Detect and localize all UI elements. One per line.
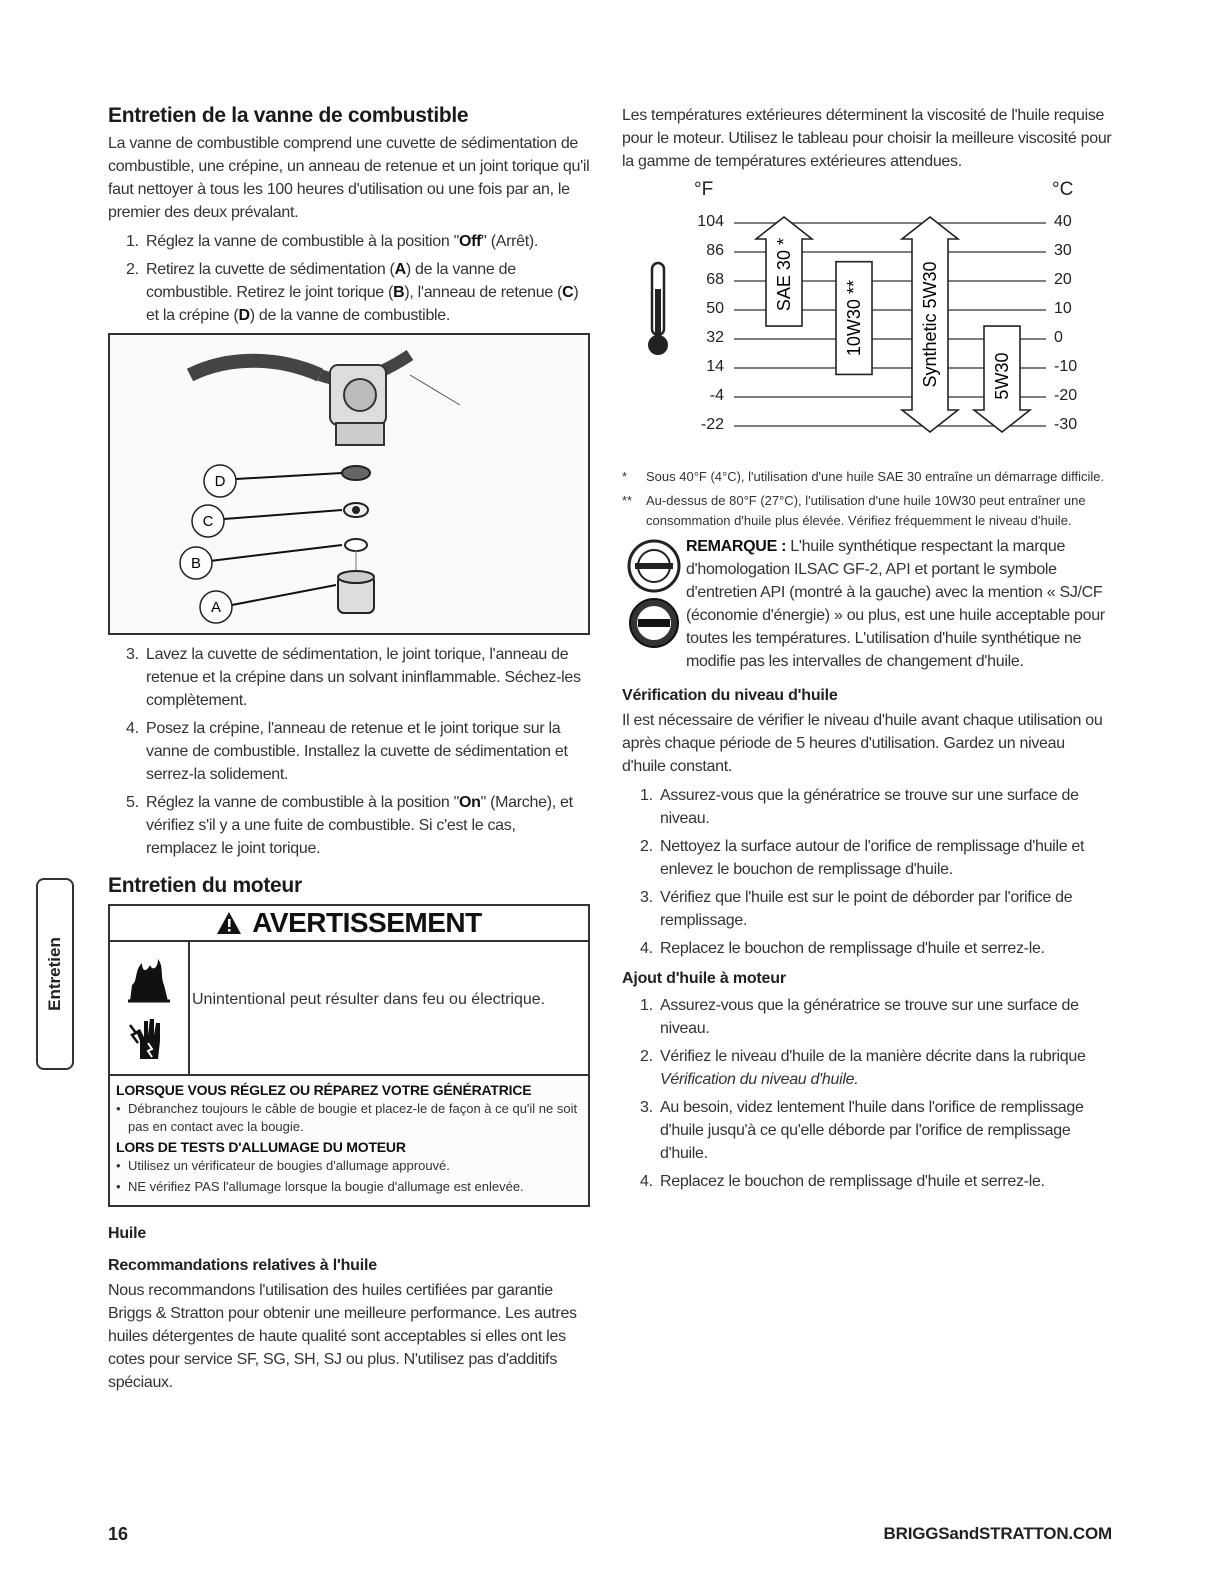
fuel-valve-illustration bbox=[110, 335, 588, 633]
fuel-valve-intro: La vanne de combustible comprend une cuvette de sédimentation de combustible, une crépine, un anneau de retenue et un joint torique qu'il faut nettoyer à tous les 100 heures d'utilisation ou une fois par an, le premier des deux prévalant. bbox=[108, 135, 590, 221]
oil-recommendations-title: Recommandations relatives à l'huile bbox=[108, 1257, 377, 1274]
fire-icon bbox=[124, 955, 174, 1003]
thermometer-icon bbox=[648, 263, 668, 355]
callout-a: A bbox=[210, 599, 222, 616]
viscosity-bar bbox=[974, 326, 1030, 432]
viscosity-chart bbox=[622, 177, 1112, 457]
fahrenheit-tick: 32 bbox=[706, 329, 724, 346]
page-number: 16 bbox=[108, 1524, 129, 1544]
fahrenheit-tick: 50 bbox=[706, 300, 724, 317]
fahrenheit-tick: 14 bbox=[706, 358, 724, 375]
website: BRIGGSandSTRATTON.COM bbox=[883, 1524, 1112, 1543]
warning-caption: LORS DE TESTS D'ALLUMAGE DU MOTEUR bbox=[116, 1139, 406, 1155]
celsius-tick: -30 bbox=[1054, 416, 1078, 433]
celsius-tick: -10 bbox=[1054, 358, 1078, 375]
list-item: 2. Vérifiez le niveau d'huile de la manière décrite dans la rubrique Vérification du niveau d'huile. bbox=[640, 1048, 1086, 1088]
warning-header: AVERTISSEMENT bbox=[110, 906, 588, 942]
list-item: 1. Assurez-vous que la génératrice se trouve sur une surface de niveau. bbox=[640, 787, 1079, 827]
fahrenheit-unit: °F bbox=[694, 179, 714, 200]
warning-caption: LORSQUE VOUS RÉGLEZ OU RÉPAREZ VOTRE GÉNÉRATRICE bbox=[116, 1082, 532, 1098]
fahrenheit-tick: 86 bbox=[706, 242, 724, 259]
warning-box bbox=[108, 904, 590, 1207]
warning-bullet: • Utilisez un vérificateur de bougies d'allumage approuvé. bbox=[116, 1158, 450, 1173]
viscosity-bar-label: 10W30 ** bbox=[844, 280, 864, 357]
warning-icons bbox=[110, 942, 190, 1074]
celsius-tick: -20 bbox=[1054, 387, 1078, 404]
list-item: 3. Vérifiez que l'huile est sur le point de déborder par l'orifice de remplissage. bbox=[640, 889, 1073, 929]
celsius-tick: 40 bbox=[1054, 213, 1072, 230]
fuel-valve-title: Entretien de la vanne de combustible bbox=[108, 104, 469, 127]
celsius-tick: 10 bbox=[1054, 300, 1072, 317]
remark-block bbox=[622, 535, 1112, 673]
viscosity-bar-label: 5W30 bbox=[992, 352, 1012, 400]
list-item: 2. Nettoyez la surface autour de l'orifice de remplissage d'huile et enlevez le bouchon de remplissage d'huile. bbox=[640, 838, 1085, 878]
viscosity-bar bbox=[836, 262, 872, 375]
callout-c: C bbox=[202, 513, 214, 530]
fuel-valve-steps bbox=[108, 230, 590, 327]
viscosity-bar bbox=[902, 217, 958, 432]
viscosity-bar-label: Synthetic 5W30 bbox=[920, 261, 940, 388]
fahrenheit-tick: -4 bbox=[709, 387, 724, 404]
viscosity-bar-label: SAE 30 * bbox=[774, 238, 794, 312]
oil-title: Huile bbox=[108, 1225, 147, 1242]
list-item: 5. Réglez la vanne de combustible à la position "On" (Marche), et vérifiez s'il y a une fuite de combustible. Si c'est le cas, remplacez le joint torique. bbox=[126, 794, 573, 857]
viscosity-intro: Les températures extérieures déterminent la viscosité de l'huile requise pour le moteur. Utilisez le tableau pour choisir la meilleure viscosité pour la gamme de températures extérieures attendues. bbox=[622, 107, 1112, 170]
remark-text: REMARQUE : L'huile synthétique respectant la marque d'homologation ILSAC GF-2, API et portant le symbole d'entretien API (montré à la gauche) avec la mention « SJ/CF (économie d'énergie) » ou plus, est une huile acceptable pour toutes les températures. L'utilisation d'huile synthétique ne modifie pas les intervalles de changement d'huile. bbox=[686, 538, 1105, 670]
callout-d: D bbox=[214, 473, 226, 490]
section-tab: Entretien bbox=[36, 878, 74, 1070]
fahrenheit-tick: -22 bbox=[700, 416, 724, 433]
list-item: 3. Au besoin, videz lentement l'huile dans l'orifice de remplissage d'huile jusqu'à ce qu'elle déborde par l'orifice de remplissage d'huile. bbox=[640, 1099, 1084, 1162]
oil-check-text: Il est nécessaire de vérifier le niveau d'huile avant chaque utilisation ou après chaque période de 5 heures d'utilisation. Gardez un niveau d'huile constant. bbox=[622, 712, 1103, 775]
right-column bbox=[622, 104, 1112, 1198]
add-oil-title: Ajout d'huile à moteur bbox=[622, 970, 786, 987]
list-item: 2. Retirez la cuvette de sédimentation (A) de la vanne de combustible. Retirez le joint torique (B), l'anneau de retenue (C) et la crépine (D) de la vanne de combustible. bbox=[126, 261, 579, 324]
warning-bullet: • Débranchez toujours le câble de bougie et placez-le de façon à ce qu'il ne soit pas en contact avec la bougie. bbox=[116, 1101, 578, 1134]
celsius-tick: 30 bbox=[1054, 242, 1072, 259]
celsius-tick: 0 bbox=[1054, 329, 1063, 346]
warning-details bbox=[110, 1076, 588, 1205]
list-item: 4. Posez la crépine, l'anneau de retenue et le joint torique sur la vanne de combustible. Installez la cuvette de sédimentation et serrez-la solidement. bbox=[126, 720, 568, 783]
fuel-valve-figure bbox=[108, 333, 590, 635]
list-item: 3. Lavez la cuvette de sédimentation, le joint torique, l'anneau de retenue et la crépine dans un solvant ininflammable. Séchez-les complètement. bbox=[126, 646, 581, 709]
callout-b: B bbox=[190, 555, 202, 572]
celsius-unit: °C bbox=[1052, 179, 1074, 200]
fahrenheit-tick: 68 bbox=[706, 271, 724, 288]
list-item: 1. Assurez-vous que la génératrice se trouve sur une surface de niveau. bbox=[640, 997, 1079, 1037]
oil-check-steps bbox=[622, 784, 1112, 960]
list-item: 4. Replacez le bouchon de remplissage d'huile et serrez-le. bbox=[640, 940, 1045, 957]
fahrenheit-tick: 104 bbox=[697, 213, 724, 230]
fuel-valve-steps-cont bbox=[108, 643, 590, 860]
add-oil-steps bbox=[622, 994, 1112, 1193]
oil-recommendations-text: Nous recommandons l'utilisation des huiles certifiées par garantie Briggs & Stratton pour obtenir une meilleure performance. Les autres huiles détergentes de haute qualité sont acceptables si elles ont les cotes pour service SF, SG, SH, SJ ou plus. N'utilisez pas d'additifs spéciaux. bbox=[108, 1282, 577, 1391]
left-column bbox=[108, 104, 590, 1394]
ilsac-certification-icon bbox=[628, 597, 680, 649]
electric-shock-icon bbox=[126, 1011, 172, 1061]
footnote-1: * Sous 40°F (4°C), l'utilisation d'une huile SAE 30 entraîne un démarrage difficile. bbox=[622, 469, 1105, 484]
warning-text: Unintentional peut résulter dans feu ou électrique. bbox=[192, 991, 546, 1008]
footnote-2: ** Au-dessus de 80°F (27°C), l'utilisation d'une huile 10W30 peut entraîner une consommation d'huile plus élevée. Vérifiez fréquemment le niveau d'huile. bbox=[622, 493, 1086, 528]
list-item: 4. Replacez le bouchon de remplissage d'huile et serrez-le. bbox=[640, 1173, 1045, 1190]
engine-title: Entretien du moteur bbox=[108, 874, 302, 897]
warning-triangle-icon bbox=[216, 911, 242, 935]
warning-bullet: • NE vérifiez PAS l'allumage lorsque la bougie d'allumage est enlevée. bbox=[116, 1179, 524, 1194]
api-service-symbol-icon bbox=[627, 539, 681, 593]
oil-check-title: Vérification du niveau d'huile bbox=[622, 687, 838, 704]
list-item: 1. Réglez la vanne de combustible à la position "Off" (Arrêt). bbox=[126, 233, 539, 250]
celsius-tick: 20 bbox=[1054, 271, 1072, 288]
